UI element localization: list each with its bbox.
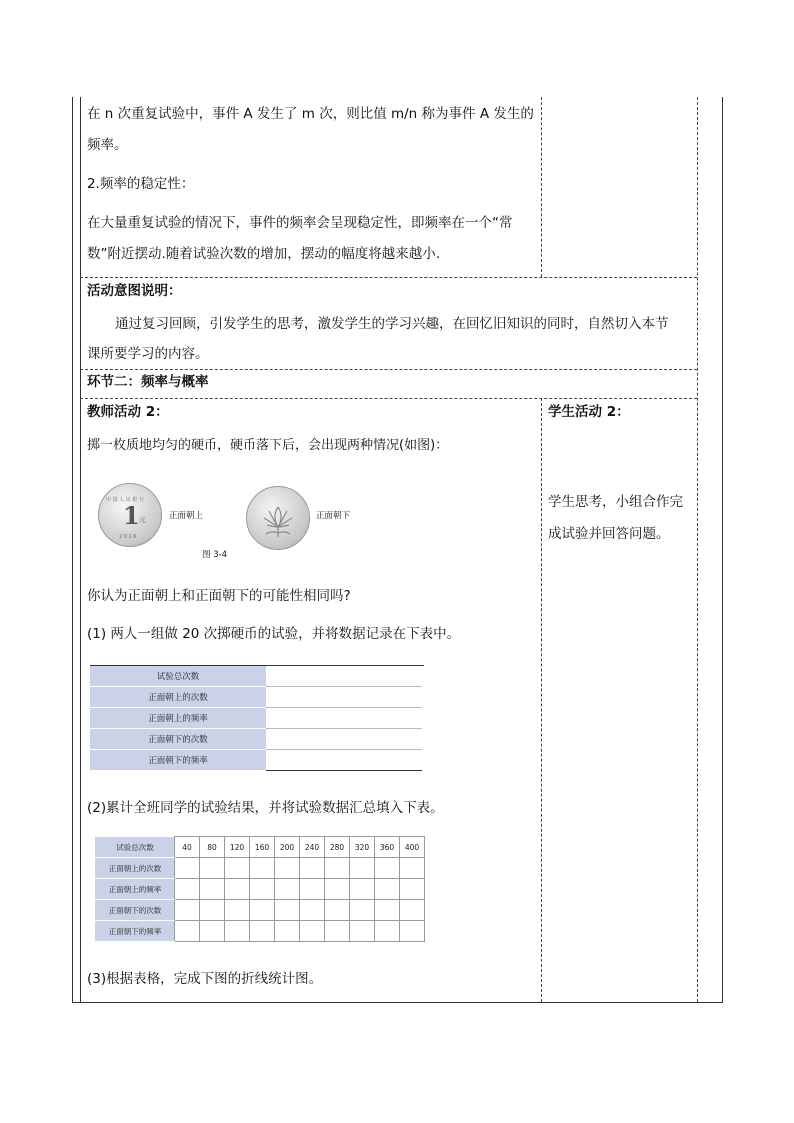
table-2-cell[interactable]	[250, 900, 275, 921]
table-1-row-label: 试验总次数	[90, 666, 266, 687]
table-row	[90, 750, 422, 771]
table-2-cell[interactable]	[250, 921, 275, 942]
table-2-cell[interactable]	[400, 858, 425, 879]
student-activity-line-1: 学生思考，小组合作完	[548, 494, 683, 510]
outer-left-border	[72, 97, 73, 1002]
definition-line-2: 频率。	[87, 137, 128, 153]
inner-left-border	[80, 97, 81, 1002]
table-row	[96, 879, 425, 900]
table-2-count: 280	[325, 837, 350, 858]
table-2-cell[interactable]	[225, 858, 250, 879]
table-2-cell[interactable]	[225, 900, 250, 921]
table-1	[90, 665, 422, 771]
table-2-cell[interactable]	[375, 921, 400, 942]
figure-caption: 图 3-4	[202, 550, 228, 560]
table-2-row-label: 正面朝下的频率	[96, 921, 175, 942]
table-2-cell[interactable]	[325, 921, 350, 942]
coin-year: 2 0 1 6	[119, 534, 137, 540]
table-1-row-label: 正面朝下的次数	[90, 729, 266, 750]
table-2-grid	[95, 836, 425, 942]
stability-title: 2.频率的稳定性：	[87, 176, 195, 192]
table-2-count: 320	[350, 837, 375, 858]
table-2-header-label: 试验总次数	[96, 837, 175, 858]
coin-heads-image	[98, 483, 162, 547]
definition-line-1: 在 n 次重复试验中，事件 A 发生了 m 次，则比值 m/n 称为事件 A 发生的	[87, 106, 534, 122]
table-row	[96, 858, 425, 879]
table-2-row-label: 正面朝上的频率	[96, 879, 175, 900]
table-2-cell[interactable]	[225, 921, 250, 942]
table-2-cell[interactable]	[400, 900, 425, 921]
coin-intro: 掷一枚质地均匀的硬币，硬币落下后，会出现两种情况(如图)：	[87, 438, 449, 453]
table-2-cell[interactable]	[175, 900, 200, 921]
table-2-count: 40	[175, 837, 200, 858]
coin-up-label: 正面朝上	[169, 511, 204, 521]
table-2-count: 360	[375, 837, 400, 858]
table-2-cell[interactable]	[375, 858, 400, 879]
table-2-count: 160	[250, 837, 275, 858]
table-2-cell[interactable]	[350, 879, 375, 900]
row-divider-3	[80, 398, 697, 399]
table-2-cell[interactable]	[200, 858, 225, 879]
step-2-instruction: (2)累计全班同学的试验结果，并将试验数据汇总填入下表。	[87, 800, 444, 816]
coin-down-label: 正面朝下	[316, 511, 351, 521]
table-2-count: 80	[200, 837, 225, 858]
table-1-row-label: 正面朝上的频率	[90, 708, 266, 729]
table-2-cell[interactable]	[375, 879, 400, 900]
table-2-cell[interactable]	[300, 879, 325, 900]
table-2-cell[interactable]	[200, 921, 225, 942]
column-divider-top	[541, 97, 542, 277]
table-2-cell[interactable]	[200, 879, 225, 900]
table-1-row-label: 正面朝下的频率	[90, 750, 266, 771]
table-1-cell[interactable]	[266, 687, 422, 708]
coin-unit: 元	[139, 516, 146, 524]
stability-line-1: 在大量重复试验的情况下，事件的频率会呈现稳定性，即频率在一个“常	[87, 215, 513, 231]
table-1-top-rule	[90, 665, 424, 666]
table-1-cell[interactable]	[266, 729, 422, 750]
table-1-cell[interactable]	[266, 750, 422, 771]
table-2-cell[interactable]	[250, 858, 275, 879]
coin-top-text: 中 国 人 民 银 行	[106, 497, 144, 503]
row-divider-1	[80, 277, 697, 278]
teacher-activity-title: 教师活动 2：	[87, 404, 169, 420]
section-title: 环节二：频率与概率	[87, 374, 209, 390]
intent-line-2: 课所要学习的内容。	[87, 346, 209, 362]
table-2-cell[interactable]	[300, 900, 325, 921]
right-margin-divider	[697, 97, 698, 1002]
student-activity-title: 学生活动 2：	[548, 404, 630, 420]
table-row	[90, 729, 422, 750]
table-2-cell[interactable]	[225, 879, 250, 900]
step-3-instruction: (3)根据表格，完成下图的折线统计图。	[87, 971, 323, 987]
table-2-cell[interactable]	[275, 900, 300, 921]
table-2-count: 200	[275, 837, 300, 858]
column-divider-bottom	[541, 398, 542, 1002]
table-2-cell[interactable]	[375, 900, 400, 921]
table-2-cell[interactable]	[300, 921, 325, 942]
table-2-cell[interactable]	[175, 879, 200, 900]
table-2-count: 240	[300, 837, 325, 858]
coin-value: 1	[123, 501, 140, 530]
student-activity-line-2: 成试验并回答问题。	[548, 526, 670, 542]
table-2-count: 400	[400, 837, 425, 858]
table-2-cell[interactable]	[325, 858, 350, 879]
table-2-cell[interactable]	[275, 879, 300, 900]
intent-title: 活动意图说明：	[87, 283, 182, 299]
outer-bottom-border	[72, 1002, 723, 1003]
table-2-row-label: 正面朝下的次数	[96, 900, 175, 921]
coin-tails-image	[246, 486, 310, 550]
table-2-row-label: 正面朝上的次数	[96, 858, 175, 879]
table-2-count: 120	[225, 837, 250, 858]
table-2-cell[interactable]	[200, 900, 225, 921]
table-2-cell[interactable]	[350, 900, 375, 921]
table-row	[96, 921, 425, 942]
table-row	[96, 900, 425, 921]
table-1-row-label: 正面朝上的次数	[90, 687, 266, 708]
table-1-cell[interactable]	[266, 708, 422, 729]
row-divider-2	[80, 369, 697, 370]
table-row	[96, 837, 425, 858]
table-1-grid	[90, 666, 422, 771]
table-2-cell[interactable]	[325, 900, 350, 921]
intent-line-1: 通过复习回顾，引发学生的思考，激发学生的学习兴趣，在回忆旧知识的同时，自然切入本节	[115, 316, 669, 332]
step-1-instruction: (1) 两人一组做 20 次掷硬币的试验，并将数据记录在下表中。	[87, 626, 461, 642]
table-2-cell[interactable]	[325, 879, 350, 900]
coin-question: 你认为正面朝上和正面朝下的可能性相同吗?	[87, 588, 351, 604]
table-row	[90, 666, 422, 687]
table-2-cell[interactable]	[350, 921, 375, 942]
table-2	[95, 836, 425, 942]
chrysanthemum-icon	[247, 487, 309, 549]
table-row	[90, 687, 422, 708]
table-2-cell[interactable]	[400, 879, 425, 900]
table-2-cell[interactable]	[400, 921, 425, 942]
table-2-cell[interactable]	[275, 921, 300, 942]
table-2-cell[interactable]	[275, 858, 300, 879]
outer-right-border	[722, 97, 723, 1002]
table-2-cell[interactable]	[175, 858, 200, 879]
table-2-cell[interactable]	[175, 921, 200, 942]
table-2-cell[interactable]	[300, 858, 325, 879]
table-1-cell[interactable]	[266, 666, 422, 687]
table-2-cell[interactable]	[350, 858, 375, 879]
table-2-cell[interactable]	[250, 879, 275, 900]
stability-line-2: 数”附近摆动.随着试验次数的增加，摆动的幅度将越来越小.	[87, 246, 441, 262]
table-row	[90, 708, 422, 729]
